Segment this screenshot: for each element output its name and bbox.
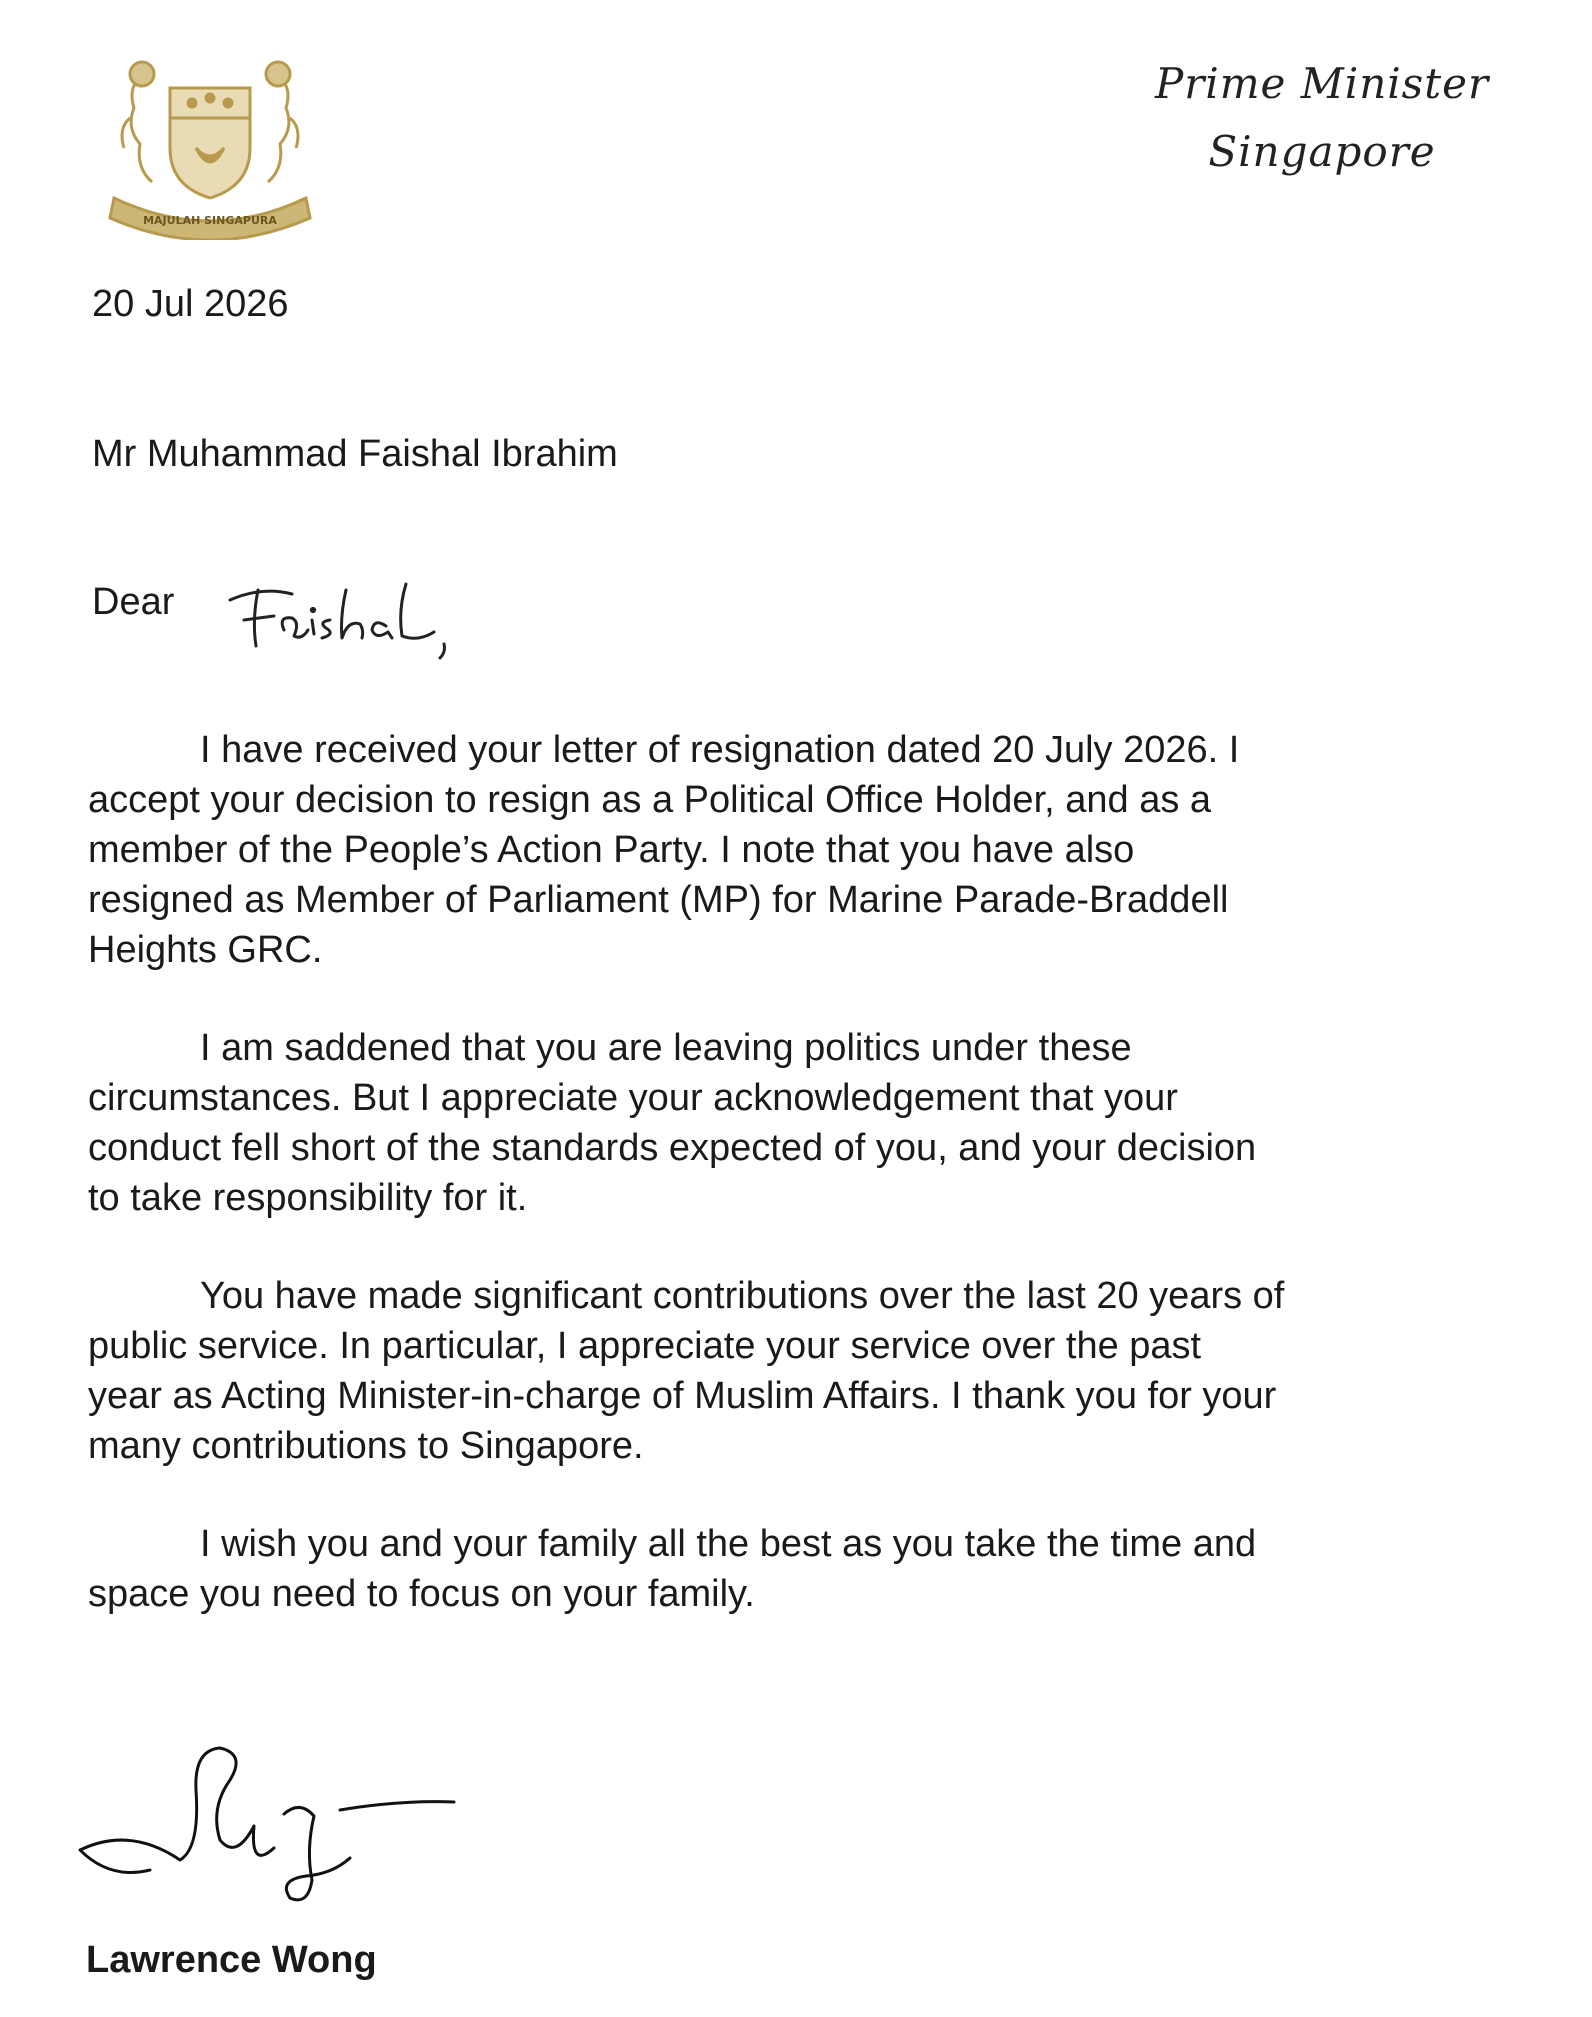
crest-motto: MAJULAH SINGAPURA bbox=[143, 214, 277, 227]
signatory-name: Lawrence Wong bbox=[86, 1939, 377, 1981]
letterhead bbox=[1112, 50, 1532, 186]
letter-date: 20 Jul 2026 bbox=[92, 283, 289, 325]
body-paragraph: I am saddened that you are leaving politics under these circumstances. But I appreciate your acknowledgement that your conduct fell short of the standards expected of you, and your decision to take responsibility for it. bbox=[88, 1027, 1257, 1219]
recipient-name: Mr Muhammad Faishal Ibrahim bbox=[92, 433, 618, 475]
body-paragraph: You have made significant contributions over the last 20 years of public service. In particular, I appreciate your service over the past year as Acting Minister-in-charge of Muslim Affairs. I thank you for your many contributions to Singapore. bbox=[88, 1275, 1285, 1467]
coat-of-arms-crest bbox=[100, 48, 320, 240]
letterhead-title: Prime Minister bbox=[1154, 59, 1490, 108]
body-paragraph: I wish you and your family all the best as you take the time and space you need to focus on your family. bbox=[88, 1523, 1257, 1615]
body-paragraph: I have received your letter of resignation dated 20 July 2026. I accept your decision to resign as a Political Office Holder, and as a member of the People’s Action Party. I note that you have also resigned as Member of Parliament (MP) for Marine Parade-Braddell Heights GRC. bbox=[88, 729, 1240, 971]
letter-body bbox=[88, 725, 1508, 1667]
letterhead-country: Singapore bbox=[1208, 127, 1436, 176]
handwritten-salutation-name bbox=[222, 560, 462, 660]
salutation: Dear bbox=[92, 581, 175, 623]
handwritten-signature bbox=[70, 1730, 470, 1910]
